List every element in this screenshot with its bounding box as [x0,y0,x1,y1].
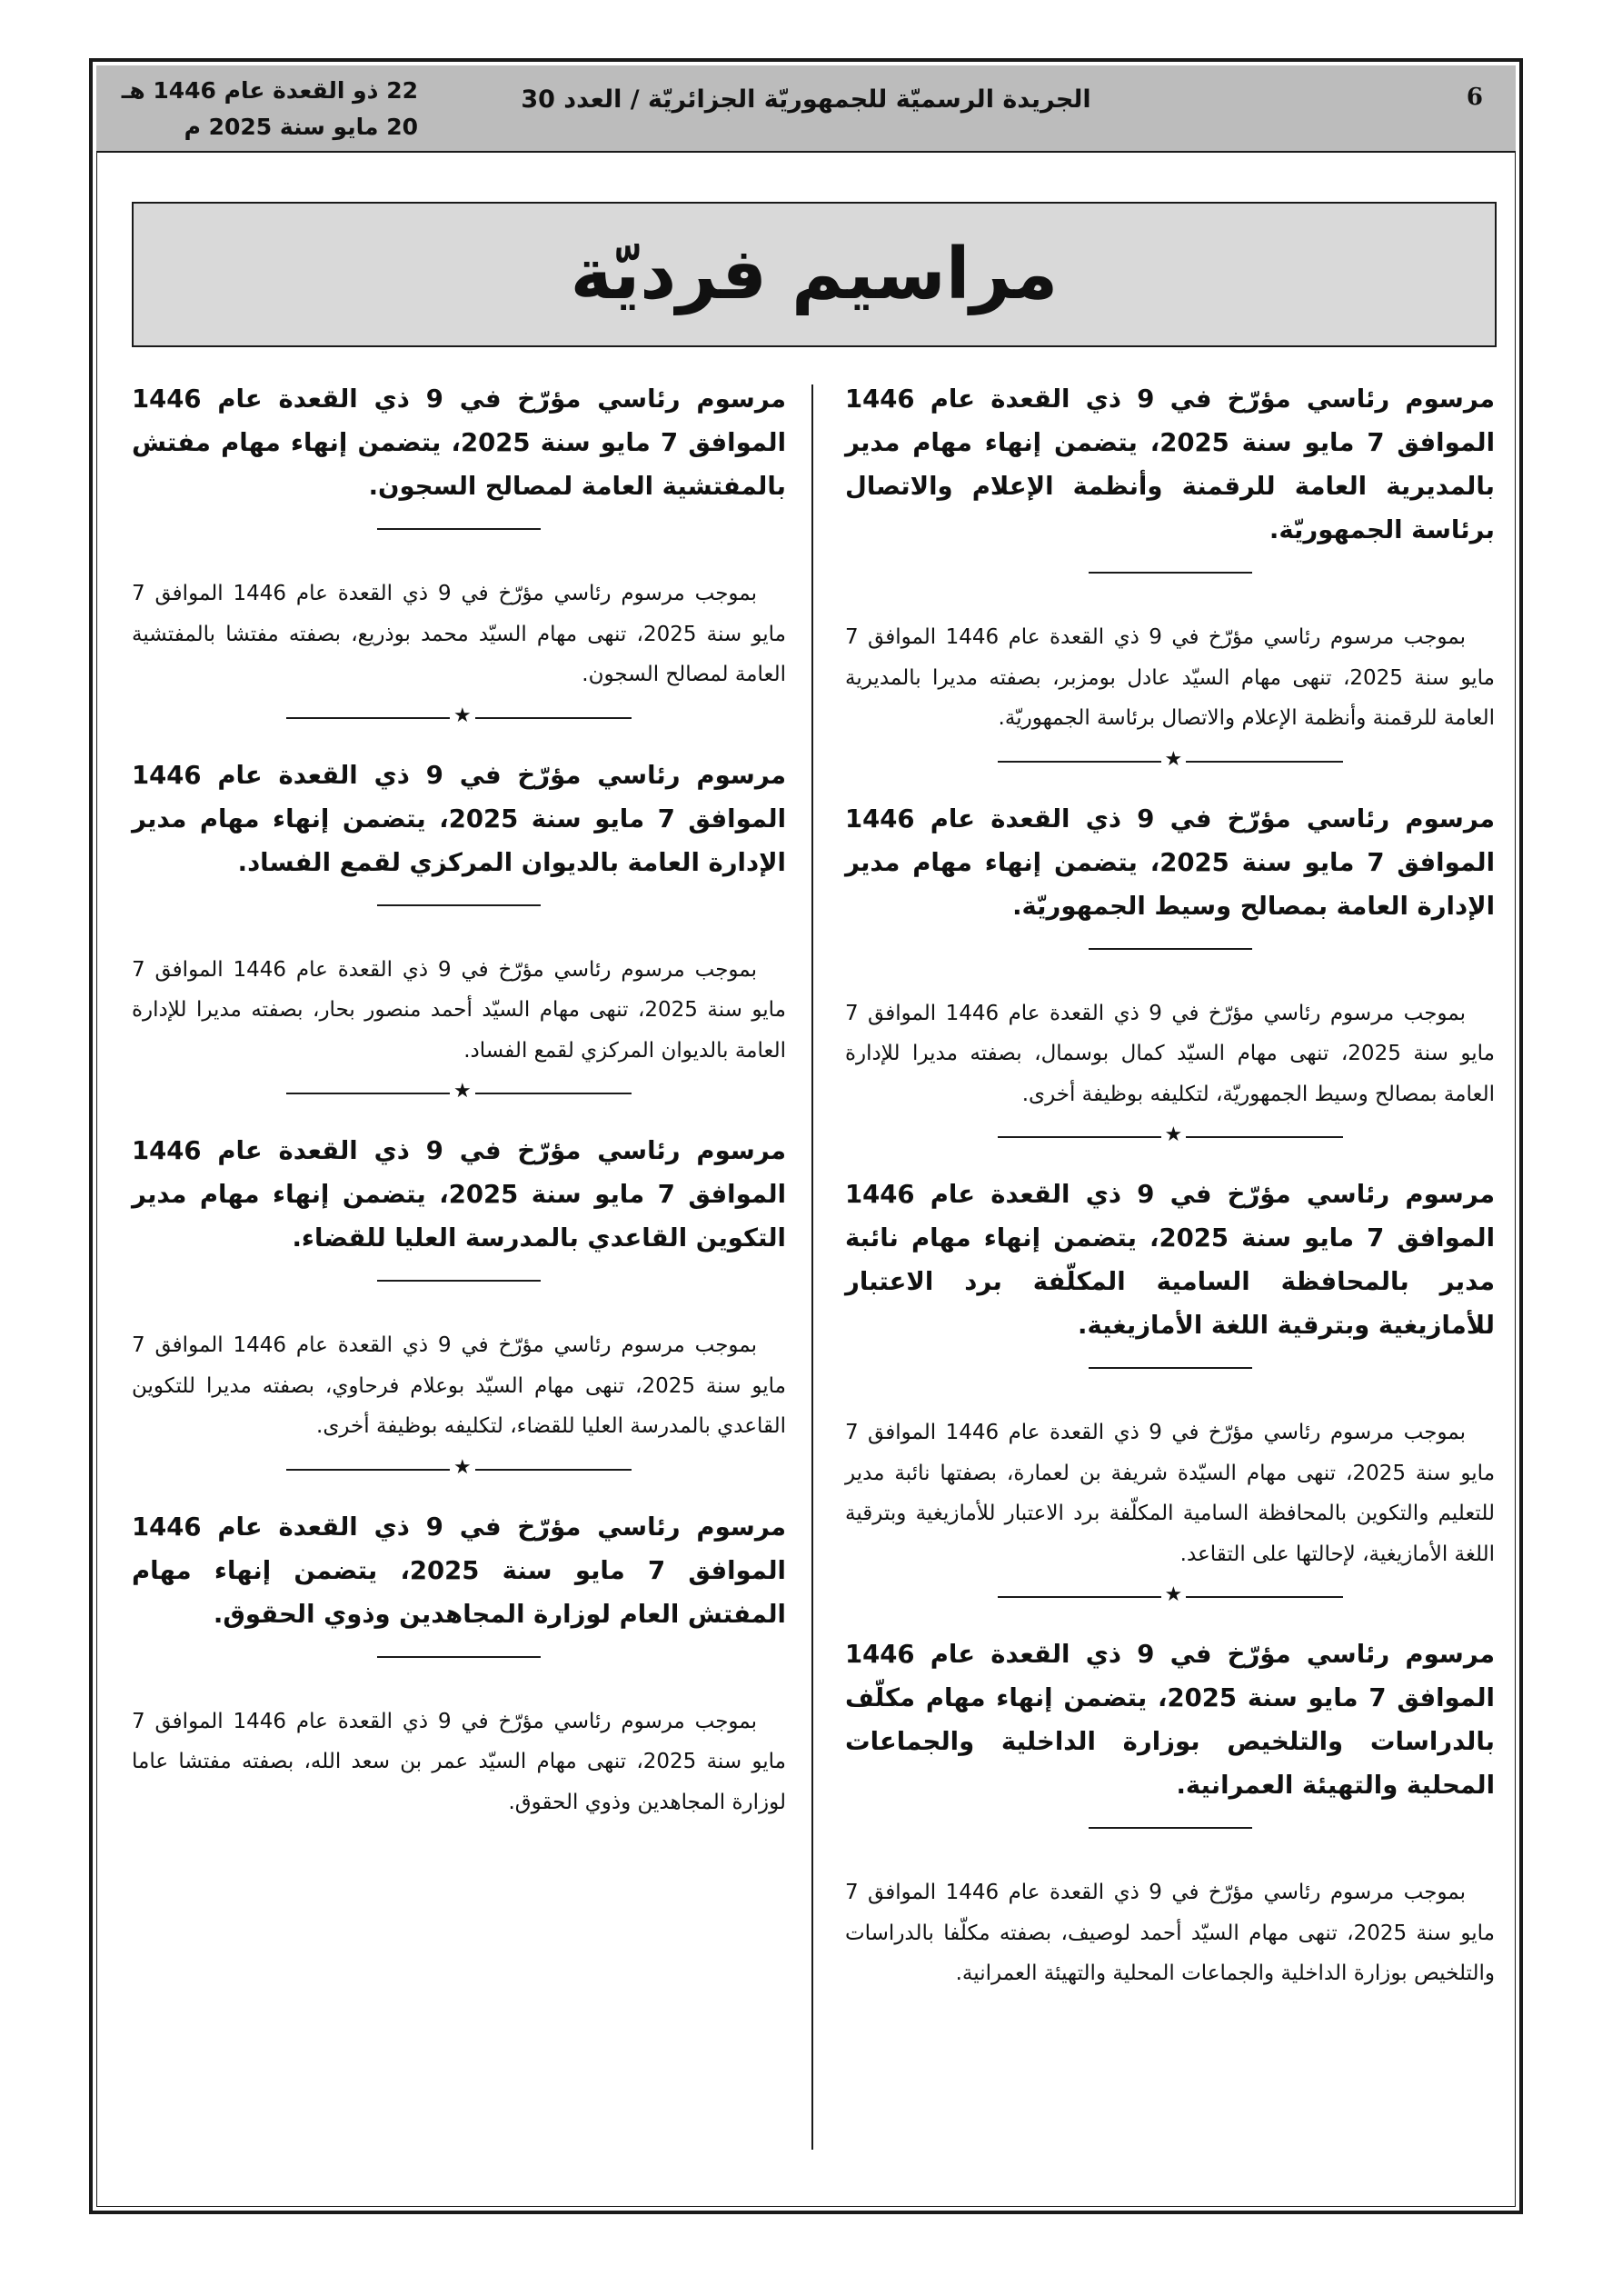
decree-body: بموجب مرسوم رئاسي مؤرّخ في 9 ذي القعدة عام 1446 الموافق 7 مايو سنة 2025، تنهى مهام السيّد محمد بوذريع، بصفته مفتشا بالمفتشية العامة لمصالح السجون. [132,582,786,686]
decree [845,1632,1495,1994]
star-separator [998,1123,1343,1146]
star-icon: ★ [1161,1583,1187,1607]
decree-body: بموجب مرسوم رئاسي مؤرّخ في 9 ذي القعدة عام 1446 الموافق 7 مايو سنة 2025، تنهى مهام السيّد أحمد لوصيف، بصفته مكلّفا بالدراسات والتلخيص بوزارة الداخلية والجماعات المحلية والتهيئة العمرانية. [845,1881,1495,1985]
journal-title: الجريدة الرسميّة للجمهوريّة الجزائريّة / العدد 30 [521,85,1091,114]
star-separator [286,704,632,727]
section-title-box [132,202,1497,347]
title-rule [1089,572,1252,574]
star-separator [998,747,1343,771]
decree [845,1173,1495,1574]
decree [845,377,1495,739]
star-icon: ★ [450,1456,475,1480]
right-column [845,377,1495,1994]
left-column [132,377,786,1822]
decree-body: بموجب مرسوم رئاسي مؤرّخ في 9 ذي القعدة عام 1446 الموافق 7 مايو سنة 2025، تنهى مهام السيّد أحمد منصور بحار، بصفته مديرا للإدارة العامة بالديوان المركزي لقمع الفساد. [132,957,786,1063]
title-rule [377,1656,541,1658]
title-rule [1089,948,1252,950]
decree [132,1505,786,1823]
decree [132,1129,786,1447]
section-title: مراسيم فرديّة [570,234,1059,315]
decree-title: مرسوم رئاسي مؤرّخ في 9 ذي القعدة عام 1446 الموافق 7 مايو سنة 2025، يتضمن إنهاء مهام مدير الإدارة العامة بالديوان المركزي لقمع الفساد. [132,760,787,877]
decree-body: بموجب مرسوم رئاسي مؤرّخ في 9 ذي القعدة عام 1446 الموافق 7 مايو سنة 2025، تنهى مهام السيّد كمال بوسمال، بصفته مديرا للإدارة العامة بمصالح وسيط الجمهوريّة، لتكليفه بوظيفة أخرى. [845,1001,1496,1106]
star-separator [286,1080,632,1103]
title-rule [1089,1367,1252,1369]
star-icon: ★ [450,704,475,728]
decree [845,797,1495,1115]
star-icon: ★ [450,1080,475,1103]
star-icon: ★ [1161,748,1187,772]
star-icon: ★ [1161,1123,1187,1147]
gregorian-date: 20 مايو سنة 2025 م [184,114,418,140]
decree-body: بموجب مرسوم رئاسي مؤرّخ في 9 ذي القعدة عام 1446 الموافق 7 مايو سنة 2025، تنهى مهام السيّد عادل بومزبر، بصفته مديرا بالمديرية العامة للرقمنة وأنظمة الإعلام والاتصال برئاسة الجمهوريّة. [845,625,1495,730]
title-rule [377,904,541,906]
star-separator [998,1583,1343,1606]
title-rule [377,528,541,530]
page-number: 6 [1466,84,1483,111]
decree-body: بموجب مرسوم رئاسي مؤرّخ في 9 ذي القعدة عام 1446 الموافق 7 مايو سنة 2025، تنهى مهام السيّدة شريفة بن لعمارة، بصفتها نائبة مدير للتعليم والتكوين بالمحافظة السامية المكلّفة برد الاعتبار للأمازيغية وبترقية اللغة الأمازيغية، لإحالتها على التقاعد. [845,1421,1496,1566]
decree-body: بموجب مرسوم رئاسي مؤرّخ في 9 ذي القعدة عام 1446 الموافق 7 مايو سنة 2025، تنهى مهام السيّد بوعلام فرحاوي، بصفته مديرا للتكوين القاعدي بالمدرسة العليا للقضاء، لتكليفه بوظيفة أخرى. [132,1333,786,1438]
title-rule [377,1280,541,1282]
decree-title: مرسوم رئاسي مؤرّخ في 9 ذي القعدة عام 1446 الموافق 7 مايو سنة 2025، يتضمن إنهاء مهام مدير الإدارة العامة بمصالح وسيط الجمهوريّة. [845,804,1496,921]
decree [132,754,786,1072]
issue-date [118,73,418,145]
decree-title: مرسوم رئاسي مؤرّخ في 9 ذي القعدة عام 1446 الموافق 7 مايو سنة 2025، يتضمن إنهاء مهام مدير بالمديرية العامة للرقمنة وأنظمة الإعلام والاتصال برئاسة الجمهوريّة. [845,384,1496,544]
page-header [96,65,1516,153]
decree-title: مرسوم رئاسي مؤرّخ في 9 ذي القعدة عام 1446 الموافق 7 مايو سنة 2025، يتضمن إنهاء مهام المفتش العام لوزارة المجاهدين وذوي الحقوق. [132,1512,786,1629]
hijri-date: 22 ذو القعدة عام 1446 هـ [121,77,418,104]
decree-body: بموجب مرسوم رئاسي مؤرّخ في 9 ذي القعدة عام 1446 الموافق 7 مايو سنة 2025، تنهى مهام السيّد عمر بن سعد الله، بصفته مفتشا عاما لوزارة المجاهدين وذوي الحقوق. [132,1709,786,1814]
decree [132,377,786,695]
title-rule [1089,1827,1252,1829]
decree-title: مرسوم رئاسي مؤرّخ في 9 ذي القعدة عام 1446 الموافق 7 مايو سنة 2025، يتضمن إنهاء مهام نائبة مدير بالمحافظة السامية المكلّفة برد الاعتبار للأمازيغية وبترقية اللغة الأمازيغية. [845,1180,1495,1340]
star-separator [286,1455,632,1479]
decree-title: مرسوم رئاسي مؤرّخ في 9 ذي القعدة عام 1446 الموافق 7 مايو سنة 2025، يتضمن إنهاء مهام مدير التكوين القاعدي بالمدرسة العليا للقضاء. [132,1136,787,1253]
decree-title: مرسوم رئاسي مؤرّخ في 9 ذي القعدة عام 1446 الموافق 7 مايو سنة 2025، يتضمن إنهاء مهام مفتش بالمفتشية العامة لمصالح السجون. [132,384,786,501]
column-divider [811,384,813,2150]
decree-title: مرسوم رئاسي مؤرّخ في 9 ذي القعدة عام 1446 الموافق 7 مايو سنة 2025، يتضمن إنهاء مهام مكلّف بالدراسات والتلخيص بوزارة الداخلية والجماعات المحلية والتهيئة العمرانية. [845,1640,1495,1800]
